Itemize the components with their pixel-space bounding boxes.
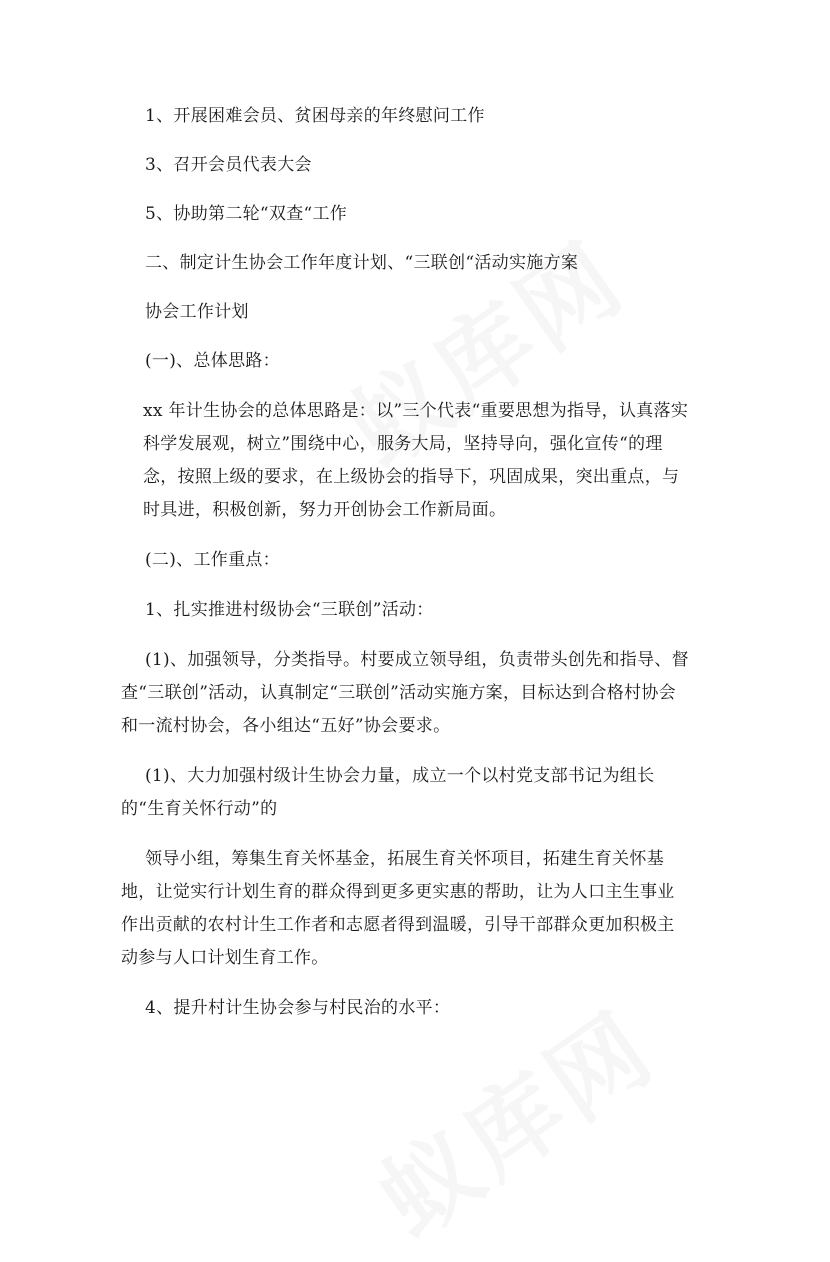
plan-title: 协会工作计划 — [145, 302, 249, 322]
document-body — [121, 100, 705, 1025]
paragraph-item-1: 1、开展困难会员、贫困母亲的年终慰问工作 — [145, 106, 485, 126]
paragraph-item-5: 5、协助第二轮“双查“工作 — [145, 204, 348, 224]
paragraph-item-4: 4、提升村计生协会参与村民治的水平： — [145, 998, 451, 1018]
subheading-overall-idea: (一)、总体思路： — [145, 351, 280, 371]
paragraph-leading-group: 领导小组，筹集生育关怀基金，拓展生育关怀项目，拓建生育关怀基地，让觉实行计划生育的群众得到更多更实惠的帮助，让为人口主生事业作出贡献的农村计生工作者和志愿者得到温暖，引导干部群众更加积极主动参与人口计划生育工作。 — [121, 849, 675, 968]
subheading-work-focus: (二)、工作重点： — [145, 550, 280, 570]
paragraph-item-3: 3、召开会员代表大会 — [145, 155, 312, 175]
paragraph-focus-1: 1、扎实推进村级协会“三联创”活动： — [145, 600, 434, 620]
paragraph-leadership: (1)、加强领导，分类指导。村要成立领导组，负责带头创先和指导、督查“三联创”活动，认真制定“三联创”活动实施方案，目标达到合格村协会和一流村协会，各小组达“五好”协会要求。 — [121, 650, 689, 736]
section-heading-2: 二、制定计生协会工作年度计划、“三联创“活动实施方案 — [145, 253, 579, 273]
paragraph-strengthen: (1)、大力加强村级计生协会力量，成立一个以村党支部书记为组长的“生育关怀行动”的 — [121, 766, 655, 819]
paragraph-overall-idea: xx 年计生协会的总体思路是：以”三个代表“重要思想为指导，认真落实科学发展观，树立”围绕中心，服务大局，坚持导向，强化宣传“的理念，按照上级的要求，在上级协会的指导下，巩固成果，突出重点，与时具进，积极创新，努力开创协会工作新局面。 — [143, 401, 689, 520]
